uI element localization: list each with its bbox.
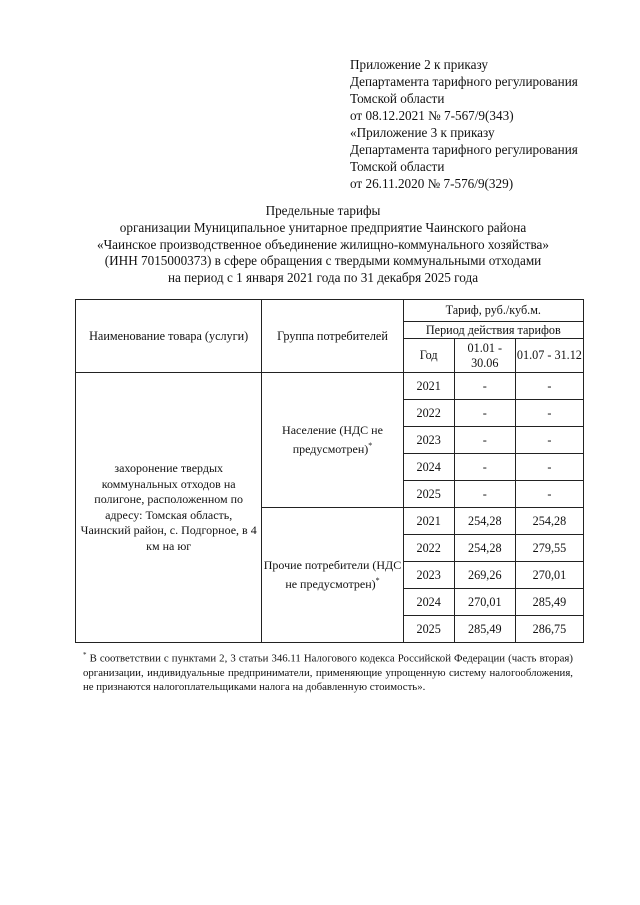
appendix-line: Томской области (350, 159, 445, 174)
title-line: организации Муниципальное унитарное предприятие Чаинского района (119, 219, 527, 235)
product-name: захоронение твердых коммунальных отходов на полигоне, расположенном по адресу: Томская область, Чаинский район, с. Подгорное, в 4 км на юг (76, 373, 262, 643)
appendix-line: от 08.12.2021 № 7-567/9(343) (350, 108, 514, 123)
consumer-group-population (262, 373, 403, 508)
appendix-line: Департамента тарифного регулирования (350, 74, 578, 89)
appendix-line: Томской области (350, 91, 445, 106)
tariff-h1-cell: 254,28 (454, 535, 515, 562)
tariff-h2-cell: - (515, 427, 583, 454)
tariff-h2-cell: - (515, 481, 583, 508)
document-title (60, 203, 586, 287)
year-cell: 2021 (403, 373, 454, 400)
year-cell: 2023 (403, 427, 454, 454)
appendix-previous-order (350, 124, 578, 192)
year-cell: 2023 (403, 562, 454, 589)
tariff-h2-cell: 279,55 (515, 535, 583, 562)
year-cell: 2022 (403, 535, 454, 562)
header-year: Год (403, 339, 454, 373)
tariff-h1-cell: - (454, 427, 515, 454)
tariff-h1-cell: 269,26 (454, 562, 515, 589)
tariff-h2-cell: 270,01 (515, 562, 583, 589)
tariff-h1-cell: - (454, 481, 515, 508)
footnote-mark: * (83, 651, 87, 659)
tariff-h1-cell: - (454, 454, 515, 481)
tariff-h1-cell: 254,28 (454, 508, 515, 535)
header-first-half: 01.01 - 30.06 (454, 339, 515, 373)
tariff-h1-cell: - (454, 400, 515, 427)
year-cell: 2025 (403, 616, 454, 643)
title-line: Предельные тарифы (265, 203, 381, 218)
table-row (76, 373, 584, 400)
group-label: Население (НДС не предусмотрен) (282, 422, 383, 456)
tariff-h1-cell: 285,49 (454, 616, 515, 643)
header-second-half: 01.07 - 31.12 (515, 339, 583, 373)
title-line: «Чаинское производственное объединение жилищно-коммунального хозяйства» (97, 236, 549, 252)
appendix-line: Приложение 2 к приказу (350, 57, 488, 72)
tariff-table (75, 299, 584, 643)
tariff-h2-cell: 254,28 (515, 508, 583, 535)
header-period: Период действия тарифов (403, 322, 583, 339)
year-cell: 2024 (403, 589, 454, 616)
footnote-mark: * (375, 576, 380, 585)
title-line: на период с 1 января 2021 года по 31 декабря 2025 года (167, 270, 479, 286)
footnote-mark: * (368, 441, 373, 450)
year-cell: 2025 (403, 481, 454, 508)
header-tariff: Тариф, руб./куб.м. (403, 300, 583, 322)
appendix-line: Департамента тарифного регулирования (350, 142, 578, 157)
tariff-h1-cell: - (454, 373, 515, 400)
header-group: Группа потребителей (262, 300, 403, 373)
tariff-h2-cell: - (515, 373, 583, 400)
appendix-current-order (350, 56, 578, 124)
footnote-text: В соответствии с пунктами 2, 3 статьи 346.11 Налогового кодекса Российской Федерации (часть вторая) организации, индивидуальные предприниматели, применяющие упрощенную систему налогообложения, не признаются налогоплательщиками налога на добавленную стоимость». (83, 652, 573, 693)
appendix-line: от 26.11.2020 № 7-576/9(329) (350, 176, 514, 191)
tariff-h2-cell: 286,75 (515, 616, 583, 643)
title-line: (ИНН 7015000373) в сфере обращения с твердыми коммунальными отходами (104, 253, 542, 269)
tariff-h2-cell: - (515, 454, 583, 481)
header-row (76, 300, 584, 322)
tariff-h1-cell: 270,01 (454, 589, 515, 616)
footnote (83, 648, 573, 694)
consumer-group-other (262, 508, 403, 643)
header-product: Наименование товара (услуги) (76, 300, 262, 373)
year-cell: 2022 (403, 400, 454, 427)
tariff-h2-cell: 285,49 (515, 589, 583, 616)
tariff-h2-cell: - (515, 400, 583, 427)
year-cell: 2024 (403, 454, 454, 481)
group-label: Прочие потребители (НДС не предусмотрен) (263, 557, 402, 591)
appendix-line: «Приложение 3 к приказу (350, 125, 495, 140)
year-cell: 2021 (403, 508, 454, 535)
